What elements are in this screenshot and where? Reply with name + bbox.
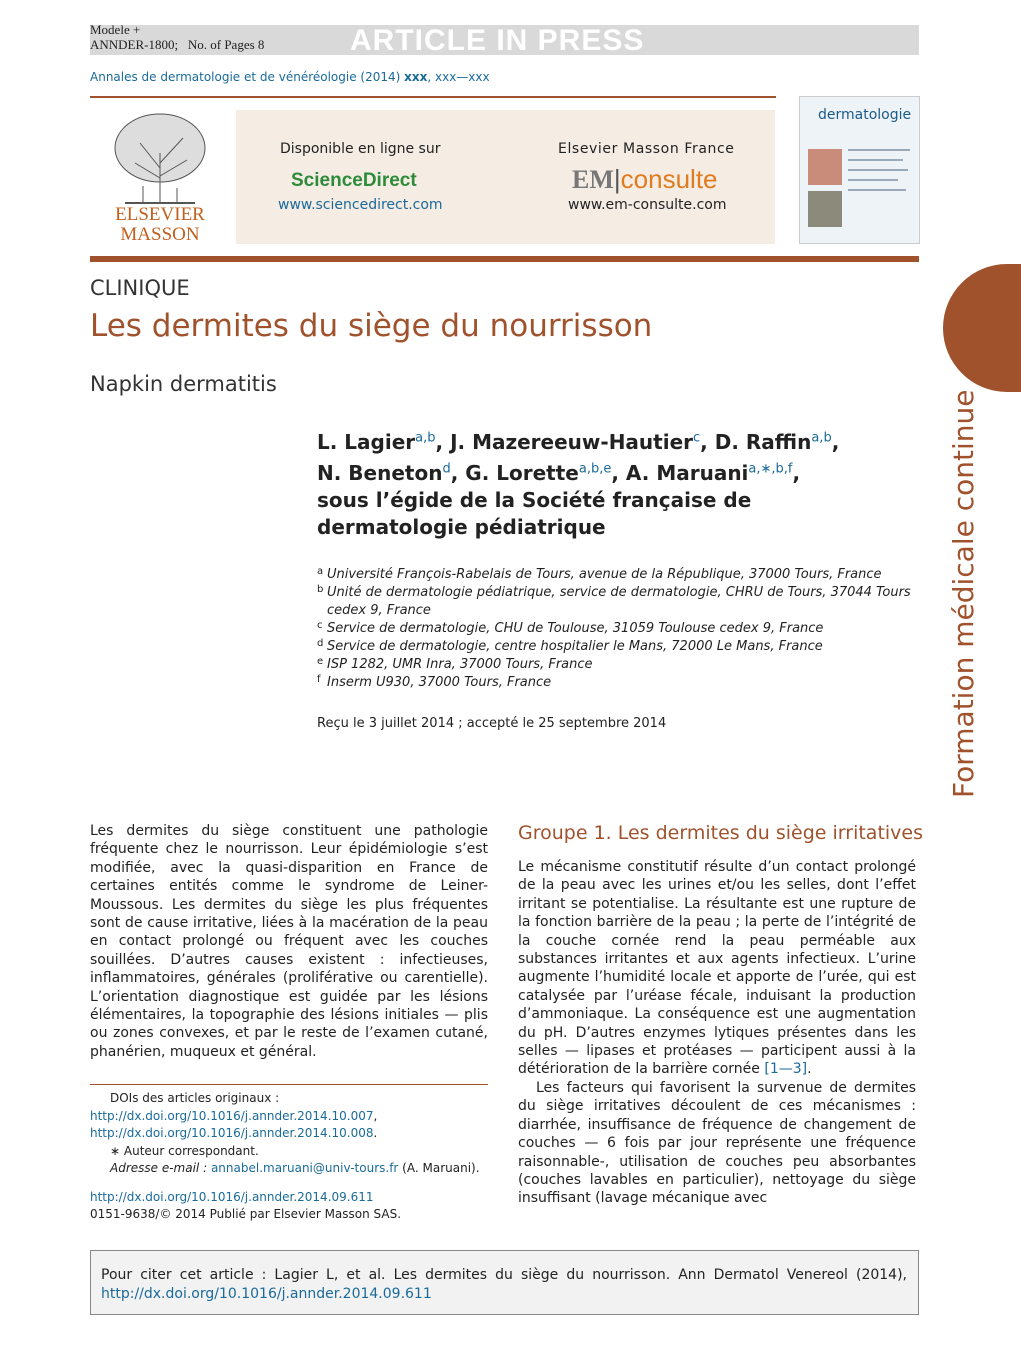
- email-line: Adresse e-mail : annabel.maruani@univ-tours.fr (A. Maruani).: [110, 1161, 480, 1175]
- header-rule: [90, 96, 776, 98]
- author: G. Lorette$^{a,b,e}$,: [465, 461, 626, 486]
- original-doi-link[interactable]: http://dx.doi.org/10.1016/j.annder.2014.10.008: [90, 1126, 374, 1140]
- copyright: 0151-9638/© 2014 Publié par Elsevier Masson SAS.: [90, 1207, 402, 1221]
- footnotes: DOIs des articles originaux : http://dx.doi.org/10.1016/j.annder.2014.10.007, http://dx.doi.org/10.1016/j.annder.2014.10.008. ∗ Auteur correspondant. Adresse e-mail : annabel.maruani@univ-tours.fr (A. Maruani).: [90, 1090, 488, 1178]
- authors-suffix: sous l’égide de la Société française de dermatologie pédiatrique: [317, 488, 752, 540]
- doi-label: DOIs des articles originaux :: [110, 1091, 280, 1105]
- elsevier-masson-wordmark: ELSEVIER MASSON: [115, 204, 205, 245]
- affiliation: e ISP 1282, UMR Inra, 37000 Tours, France: [317, 656, 593, 672]
- emconsulte-link[interactable]: www.em-consulte.com: [568, 197, 727, 213]
- footnote-rule: [90, 1084, 488, 1085]
- email-link[interactable]: annabel.maruani@univ-tours.fr: [210, 1161, 399, 1175]
- author: J. Mazereeuw-Hautier$^c$,: [450, 429, 715, 454]
- manuscript-ref: ANNDER-1800; No. of Pages 8: [90, 37, 265, 52]
- section-label: CLINIQUE: [90, 276, 190, 300]
- citation-text: Pour citer cet article : Lagier L, et al. Les dermites du siège du nourrisson. Ann Dermatol Venereol (2014), http://dx.doi.org/10.1016/j.annder.2014.09.611: [101, 1267, 907, 1302]
- reference-link[interactable]: [1—3]: [764, 1061, 808, 1078]
- author: N. Beneton$^d$,: [317, 461, 466, 486]
- abstract: Les dermites du siège constituent une pathologie fréquente chez le nourrisson. Leur épidémiologie s’est modifiée, avec la quasi-disparition en France de certaines entités comme le syndrome de Leiner-Moussous. Les dermites du siège les plus fréquentes sont de cause irritative, liées à la macération de la peau en contact prolongé ou fréquent avec les couches souillées. D’autres causes existent : infectieuses, inflammatoires, générales (proliférative ou carentielle). L’orientation diagnostique est guidée par les lésions élémentaires, la topographie des lésions initiales — plis ou zones convexes, et par le reste de l’examen cutané, phanérien, muqueux et général.: [90, 823, 488, 1060]
- paragraph: Le mécanisme constitutif résulte d’un contact prolongé de la peau avec les urines et/ou les selles, dont l’effet irritant se potentialise. La résultante est une rupture de la fonction barrière de la peau ; la perte de l’intégrité de la couche cornée rend la peau perméable aux substances irritantes et aux agents infectieux. L’urine augmente l’humidité locale et apporte de l’urée, qui est catalysée par l’uréase fécale, induisant la production d’ammoniaque. La conséquence est une augmentation du pH. D’autres enzymes lytiques présentes dans les selles — lipases et protéases — participent aussi à la détérioration de la barrière cornée [1—3].: [518, 859, 916, 1078]
- received-dates: Reçu le 3 juillet 2014 ; accepté le 25 septembre 2014: [317, 716, 667, 731]
- cover-image-2: [808, 191, 842, 227]
- paragraph: Les facteurs qui favorisent la survenue de dermites du siège irritatives découlent de ces mécanismes : diarrhée, insuffisance de fréquence de changement de couches — 6 fois par jour représente une fréquence raisonnable-, utilisation de couches peu absorbantes (couches lavables en particulier), nettoyage du siège insuffisant (lavage mécanique avec: [518, 1079, 916, 1207]
- cover-title: dermatologie: [818, 107, 912, 123]
- affiliation: c Service de dermatologie, CHU de Toulouse, 31059 Toulouse cedex 9, France: [317, 620, 824, 636]
- affiliation: a Université François-Rabelais de Tours, avenue de la République, 37000 Tours, France: [317, 566, 882, 582]
- modele-label: Modele +: [90, 22, 141, 37]
- journal-cover-thumbnail: [799, 96, 920, 244]
- author: A. Maruani$^{a,∗,b,f}$,: [625, 461, 801, 486]
- emconsulte-logo[interactable]: EM|consulte: [572, 164, 718, 194]
- section-rule: [90, 256, 919, 262]
- article-doi-link[interactable]: http://dx.doi.org/10.1016/j.annder.2014.09.611: [90, 1190, 374, 1204]
- cover-image-1: [808, 149, 842, 185]
- sciencedirect-link[interactable]: www.sciencedirect.com: [278, 197, 443, 213]
- author: L. Lagier$^{a,b}$,: [317, 429, 451, 454]
- corresponding-author-note: ∗ Auteur correspondant.: [110, 1143, 259, 1158]
- affiliation: f Inserm U930, 37000 Tours, France: [317, 674, 552, 690]
- elsevier-masson-france-label: Elsevier Masson France: [558, 141, 735, 157]
- journal-citation-line: Annales de dermatologie et de vénéréologie (2014) xxx, xxx—xxx: [90, 70, 490, 84]
- affiliation: d Service de dermatologie, centre hospitalier le Mans, 72000 Le Mans, France: [317, 638, 823, 654]
- sciencedirect-logo[interactable]: ScienceDirect: [291, 170, 417, 191]
- side-tab-marker: [943, 264, 1021, 392]
- article-subtitle: Napkin dermatitis: [90, 372, 277, 396]
- side-section-label: Formation médicale continue: [947, 389, 980, 798]
- body-text: [518, 858, 916, 1208]
- citation-doi-link[interactable]: http://dx.doi.org/10.1016/j.annder.2014.09.611: [101, 1285, 432, 1302]
- section-heading: Groupe 1. Les dermites du siège irritatives: [518, 822, 924, 844]
- available-online-label: Disponible en ligne sur: [280, 141, 441, 157]
- author: D. Raffin$^{a,b}$,: [714, 429, 840, 454]
- affiliations: [317, 566, 917, 692]
- article-title: Les dermites du siège du nourrisson: [90, 308, 653, 344]
- original-doi-link[interactable]: http://dx.doi.org/10.1016/j.annder.2014.10.007: [90, 1108, 374, 1123]
- affiliation: b Unité de dermatologie pédiatrique, service de dermatologie, CHRU de Tours, 37044 Tours cedex 9, France: [317, 584, 911, 618]
- author-list: [317, 424, 907, 541]
- header-meta: [90, 22, 264, 52]
- article-doi-block: [90, 1189, 401, 1223]
- article-in-press-banner: ARTICLE IN PRESS: [350, 24, 645, 57]
